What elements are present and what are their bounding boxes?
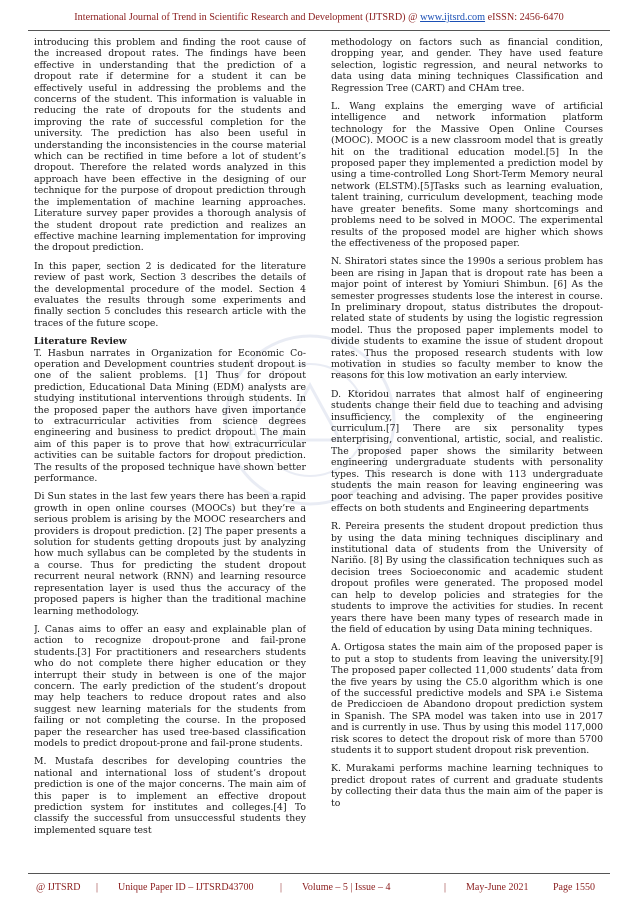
footer-date: May-June 2021 — [466, 882, 529, 893]
paragraph: methodology on factors such as financial condition, dropping year, and gender. They have used feature selection, logistic regression, and neural networks to data using data mining techniques Classification and Regression Tree (CART) and CHAm tree. — [331, 37, 603, 94]
paragraph: Di Sun states in the last few years there has been a rapid growth in open online courses (MOOCs) but they’re a serious problem is arising by the MOOC researchers and providers is dropout prediction. [2] The paper presents a solution for students getting dropouts just by analyzing how much syllabus can be completed by the students in a course. Thus for predicting the student dropout recurrent neural network (RNN) and learning resource representation layer is used thus the accuracy of the proposed papers is higher than the traditional machine learning methodology. — [34, 491, 306, 617]
paragraph: introducing this problem and finding the root cause of the increased dropout rates. The findings have been effective in understanding that the prediction of a dropout rate if determine for a student it can be effectively useful in addressing the problems and the concerns of the student. This information is valuable in reducing the rate of dropouts for the students and improving the rate of successful completion for the university. The prediction has also been useful in understanding the inconsistencies in the course material which can be rectified in time before a lot of student’s dropout. Therefore the related words analyzed in this approach have been effective in the designing of our technique for the purpose of dropout prediction through the implementation of machine learning approaches. Literature survey paper provides a thorough analysis of the student dropout rate prediction and realizes an effective machine learning implementation for improving the dropout prediction. — [34, 37, 306, 254]
paragraph: J. Canas aims to offer an easy and explainable plan of action to recognize dropout-prone and fail-prone students.[3] For practitioners and researchers students who do not complete there higher education or they interrupt their study in between is one of the major concern. The early prediction of the student’s dropout may help teachers to reduce dropout rates and also suggest new learning materials for the students from failing or not completing the course. In the proposed paper the researcher has used tree-based classification models to predict dropout-prone and fail-prone students. — [34, 623, 306, 749]
footer-page-number: Page 1550 — [553, 882, 595, 893]
footer-separator: | — [280, 882, 283, 893]
header-divider — [28, 30, 610, 31]
header-journal-title: International Journal of Trend in Scientific Research and Development (IJTSRD) @ — [74, 12, 421, 23]
header-url-link[interactable]: www.ijtsrd.com — [420, 12, 486, 23]
footer-volume-issue: Volume – 5 | Issue – 4 — [302, 882, 391, 893]
paragraph: K. Murakami performs machine learning techniques to predict dropout rates of current and graduate students by collecting their data thus the main aim of the paper is to — [331, 763, 603, 809]
running-header — [0, 12, 638, 23]
left-column — [34, 37, 306, 865]
section-heading: Literature Review — [34, 336, 127, 348]
paragraph: A. Ortigosa states the main aim of the proposed paper is to put a stop to students from leaving the university.[9] The proposed paper collected 11,000 students’ data from the five years by using the C5.0 algorithm which is one of the successful predictive models and SPA i.e Sistema de Prediccioen de Abandono dropout prediction system in Spanish. The SPA model was taken into use in 2017 and is currently in use. Thus by using this model 117,000 risk scores to detect the dropout risk of more than 5700 students it to support student dropout risk prevention. — [331, 642, 603, 756]
paragraph: D. Ktoridou narrates that almost half of engineering students change their field due to teaching and advising insufficiency, the complexity of the engineering curriculum.[7] There are six personality types enterprising, conventional, artistic, social, and realistic. The proposed paper shows the similarity between engineering undergraduate students with personality types. This research is done with 113 undergraduate students the main reason for leaving engineering was poor teaching and advising. The paper provides positive effects on both students and Engineering departments — [331, 388, 603, 514]
footer-divider — [28, 873, 610, 874]
paragraph: T. Hasbun narrates in Organization for Economic Co-operation and Development countries student dropout is one of the salient problems. [1] Thus for dropout prediction, Educational Data Mining (EDM) analysts are studying institutional interventions through students. In the proposed paper the authors have given importance to extracurricular activities from science degrees engineering and business to predict dropout. The main aim of this paper is to prove that how extracurricular activities can be suitable factors for dropout prediction. The results of the proposed technique have shown better performance. — [34, 347, 306, 485]
footer-separator: | — [444, 882, 447, 893]
paragraph: L. Wang explains the emerging wave of artificial intelligence and network information platform technology for the Massive Open Online Courses (MOOC). MOOC is a new classroom model that is greatly hit on the traditional education model.[5] In the proposed paper they implemented a prediction model by using a time-controlled Long Short-Term Memory neural network (ELSTM).[5]Tasks such as learning evaluation, talent training, curriculum development, teaching mode have greater benefits. Some many shortcomings and problems need to be solved in MOOC. The experimental results of the proposed model are higher which shows the effectiveness of the proposed paper. — [331, 101, 603, 249]
paragraph: In this paper, section 2 is dedicated for the literature review of past work, Section 3 describes the details of the developmental procedure of the model. Section 4 evaluates the results through some experiments and finally section 5 concludes this research article with the traces of the future scope. — [34, 260, 306, 329]
paragraph: R. Pereira presents the student dropout prediction thus by using the data mining techniques disciplinary and institutional data of students from the University of Nariño. [8] By using the classification techniques such as decision trees Socioeconomic and academic student dropout profiles were generated. The proposed model can help to develop policies and strategies for the students to improve the activities for studies. In recent years there have been many types of research made in the field of education by using Data mining techniques. — [331, 521, 603, 635]
footer-paper-id: Unique Paper ID – IJTSRD43700 — [118, 882, 254, 893]
paragraph: N. Shiratori states since the 1990s a serious problem has been are rising in Japan that is dropout rate has been a major point of interest by Yomiuri Shimbun. [6] As the semester progresses students lose the interest in course. In preliminary dropout, status distributes the dropout-related state of students by using the logistic regression model. Thus the proposed paper implements model to divide students to examine the issue of student dropout rates. Thus the proposed research students with low motivation in studies so faculty member to know the reasons for this low motivation an early interview. — [331, 256, 603, 382]
footer-separator: | — [96, 882, 99, 893]
footer-journal: @ IJTSRD — [36, 882, 81, 893]
header-issn: eISSN: 2456-6470 — [485, 12, 564, 23]
paragraph: M. Mustafa describes for developing countries the national and international loss of student’s dropout prediction is one of the major concerns. The main aim of this paper is to implement an effective dropout prediction system for institutes and colleges.[4] To classify the successful from unsuccessful students they implemented square test — [34, 756, 306, 836]
right-column — [331, 37, 603, 865]
